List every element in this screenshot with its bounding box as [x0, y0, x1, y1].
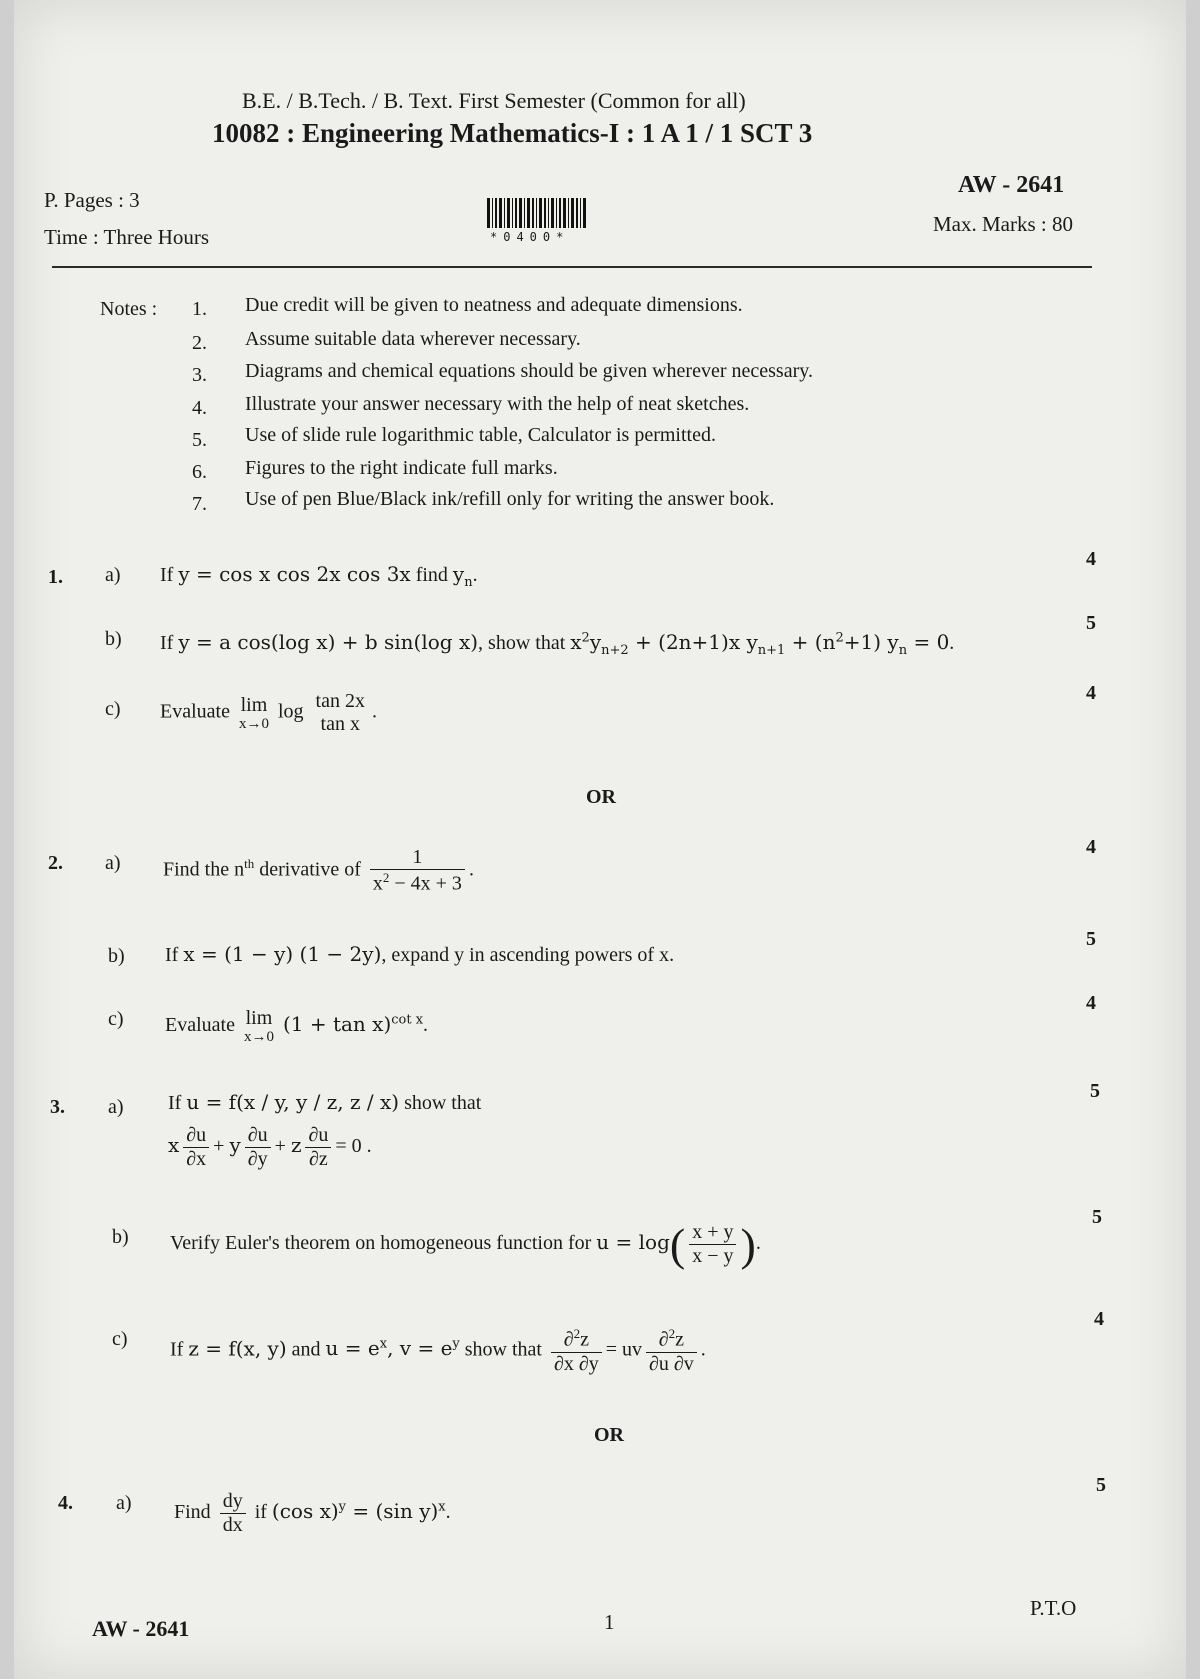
- note-number: 1.: [192, 298, 207, 320]
- part-label: a): [108, 1096, 124, 1118]
- question-2a: Find the $n^{th}$ derivative of $\frac{1}{x^2 - 4x + 3}$ .: [163, 846, 474, 895]
- question-number: 2.: [48, 852, 63, 874]
- header-divider: [52, 266, 1092, 268]
- page-count: P. Pages : 3: [44, 188, 140, 212]
- question-2c: Evaluate lim x→0 $(1 + \tan x)^{cot x}$.: [165, 1007, 429, 1045]
- note-text: Use of pen Blue/Black ink/refill only for writing the answer book.: [245, 488, 775, 510]
- note-text: Assume suitable data wherever necessary.: [245, 328, 581, 350]
- part-label: b): [105, 628, 122, 650]
- note-text: Diagrams and chemical equations should be given wherever necessary.: [245, 360, 813, 382]
- question-1c: Evaluate lim x→0 log tan 2x tan x .: [160, 690, 377, 735]
- barcode-number: *0400*: [490, 230, 570, 244]
- marks-label: 4: [1094, 1308, 1104, 1330]
- part-label: b): [108, 945, 125, 967]
- note-number: 3.: [192, 364, 207, 386]
- question-2b: If x = (1 − y) (1 − 2y), expand y in ascending powers of x.: [165, 942, 675, 966]
- marks-label: 4: [1086, 548, 1096, 570]
- marks-label: 4: [1086, 992, 1096, 1014]
- note-number: 4.: [192, 397, 207, 419]
- note-text: Due credit will be given to neatness and adequate dimensions.: [245, 294, 743, 316]
- marks-label: 5: [1086, 612, 1096, 634]
- part-label: b): [112, 1226, 129, 1248]
- part-label: c): [108, 1008, 124, 1030]
- part-label: a): [105, 564, 121, 586]
- paper-code: AW - 2641: [958, 172, 1065, 198]
- marks-label: 4: [1086, 836, 1096, 858]
- note-text: Illustrate your answer necessary with the help of neat sketches.: [245, 393, 750, 415]
- part-label: c): [105, 698, 121, 720]
- question-number: 3.: [50, 1096, 65, 1118]
- marks-label: 5: [1096, 1474, 1106, 1496]
- question-3c: If z = f(x, y) and $u = e^x$, $v = e^y$ show that $\frac{\partial^2z}{\partial x \partial y}$ = uv $\frac{\partial^2z}{\partial u \partial v}$ .: [170, 1326, 706, 1375]
- marks-label: 4: [1086, 682, 1096, 704]
- question-3b: Verify Euler's theorem on homogeneous function for u = log( $\frac{x + y}{x - y}$ ).: [170, 1219, 761, 1270]
- time-allowed: Time : Three Hours: [44, 225, 210, 249]
- question-number: 1.: [48, 566, 63, 588]
- marks-label: 5: [1086, 928, 1096, 950]
- notes-label: Notes :: [100, 298, 158, 320]
- exam-title-line2: 10082 : Engineering Mathematics-I : 1 A 1 / 1 SCT 3: [212, 118, 813, 148]
- part-label: a): [116, 1492, 132, 1514]
- note-number: 2.: [192, 332, 207, 354]
- barcode-icon: [487, 198, 589, 228]
- question-number: 4.: [58, 1492, 73, 1514]
- question-1b: If y = a cos(log x) + b sin(log x), show that $x^2y_{n+2} + (2n+1)x$ $y_{n+1} + (n^2+1) y_n = 0$.: [160, 630, 955, 658]
- question-4a: Find $\frac{dy}{dx}$ if (cos x)$^y$ = (sin y)$^x$.: [174, 1490, 451, 1536]
- note-number: 5.: [192, 429, 207, 451]
- part-label: a): [105, 852, 121, 874]
- note-text: Figures to the right indicate full marks.: [245, 457, 558, 479]
- page-number: 1: [604, 1610, 615, 1634]
- note-number: 7.: [192, 493, 207, 515]
- max-marks: Max. Marks : 80: [933, 212, 1073, 236]
- note-text: Use of slide rule logarithmic table, Calculator is permitted.: [245, 424, 716, 446]
- exam-title-line1: B.E. / B.Tech. / B. Text. First Semester (Common for all): [242, 88, 746, 113]
- please-turn-over: P.T.O: [1030, 1596, 1077, 1620]
- part-label: c): [112, 1328, 128, 1350]
- or-divider: OR: [586, 786, 616, 808]
- marks-label: 5: [1092, 1206, 1102, 1228]
- note-number: 6.: [192, 461, 207, 483]
- question-1a: If y = cos x cos 2x cos 3x find $y_n$.: [160, 562, 478, 590]
- question-3a-equation: x $\frac{\partial u}{\partial x}$ + y $\frac{\partial u}{\partial y}$ + z $\frac{\partial u}{\partial z}$ = 0 .: [168, 1124, 372, 1170]
- marks-label: 5: [1090, 1080, 1100, 1102]
- question-3a: If u = f(x / y, y / z, z / x) show that: [168, 1090, 482, 1114]
- or-divider: OR: [594, 1424, 624, 1446]
- footer-paper-code: AW - 2641: [92, 1616, 190, 1641]
